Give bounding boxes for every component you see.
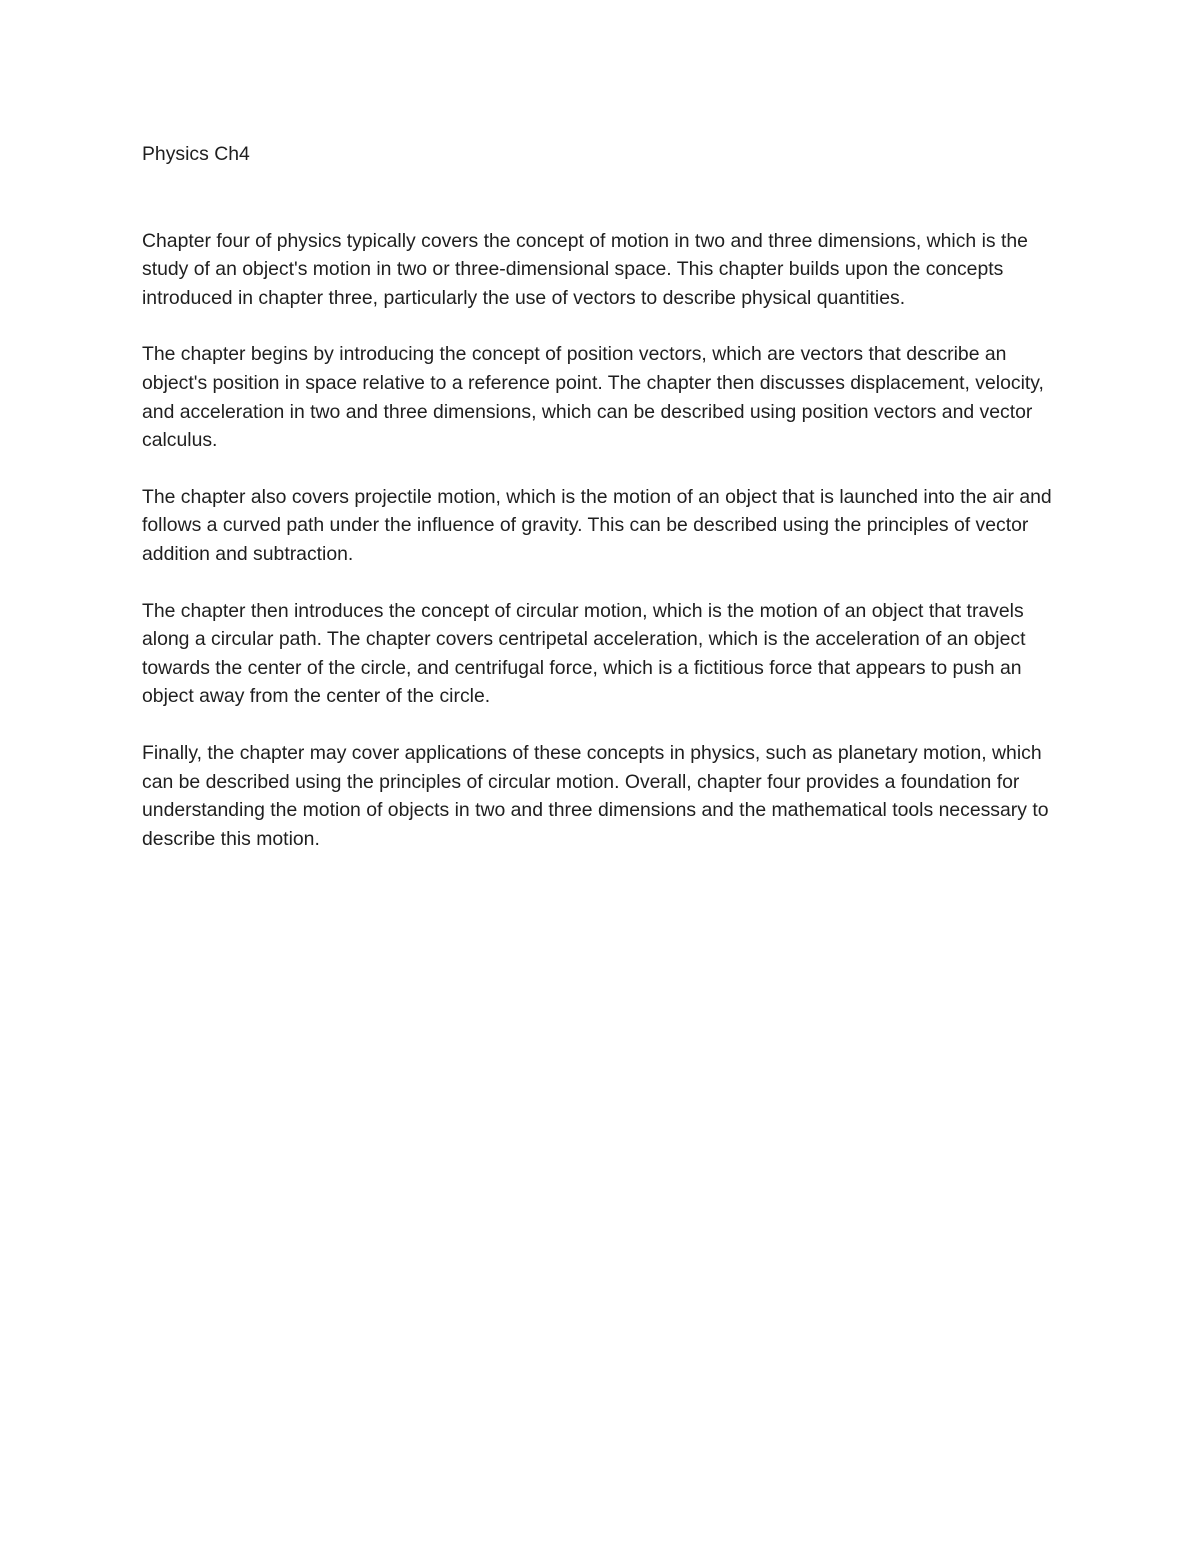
paragraph-circular-motion: The chapter then introduces the concept of circular motion, which is the motion of an object that travels along a circular path. The chapter covers centripetal acceleration, which is the acceleration of an object towards the center of the circle, and centrifugal force, which is a fictitious force that appears to push an object away from the center of the circle. (142, 599, 1026, 708)
document-body (142, 140, 1062, 881)
paragraph-position-vectors: The chapter begins by introducing the concept of position vectors, which are vectors that describe an object's position in space relative to a reference point. The chapter then discusses displacement, velocity, and acceleration in two and three dimensions, which can be described using position vectors and vector calculus. (142, 343, 1044, 452)
paragraph-projectile-motion: The chapter also covers projectile motion, which is the motion of an object that is launched into the air and follows a curved path under the influence of gravity. This can be described using the principles of vector addition and subtraction. (142, 485, 1052, 565)
document-title: Physics Ch4 (142, 143, 250, 165)
paragraph-conclusion: Finally, the chapter may cover applications of these concepts in physics, such as planetary motion, which can be described using the principles of circular motion. Overall, chapter four provides a foundation for understanding the motion of objects in two and three dimensions and the mathematical tools necessary to describe this motion. (142, 741, 1049, 850)
paragraph-intro: Chapter four of physics typically covers the concept of motion in two and three dimensions, which is the study of an object's motion in two or three-dimensional space. This chapter builds upon the concepts introduced in chapter three, particularly the use of vectors to describe physical quantities. (142, 229, 1028, 309)
